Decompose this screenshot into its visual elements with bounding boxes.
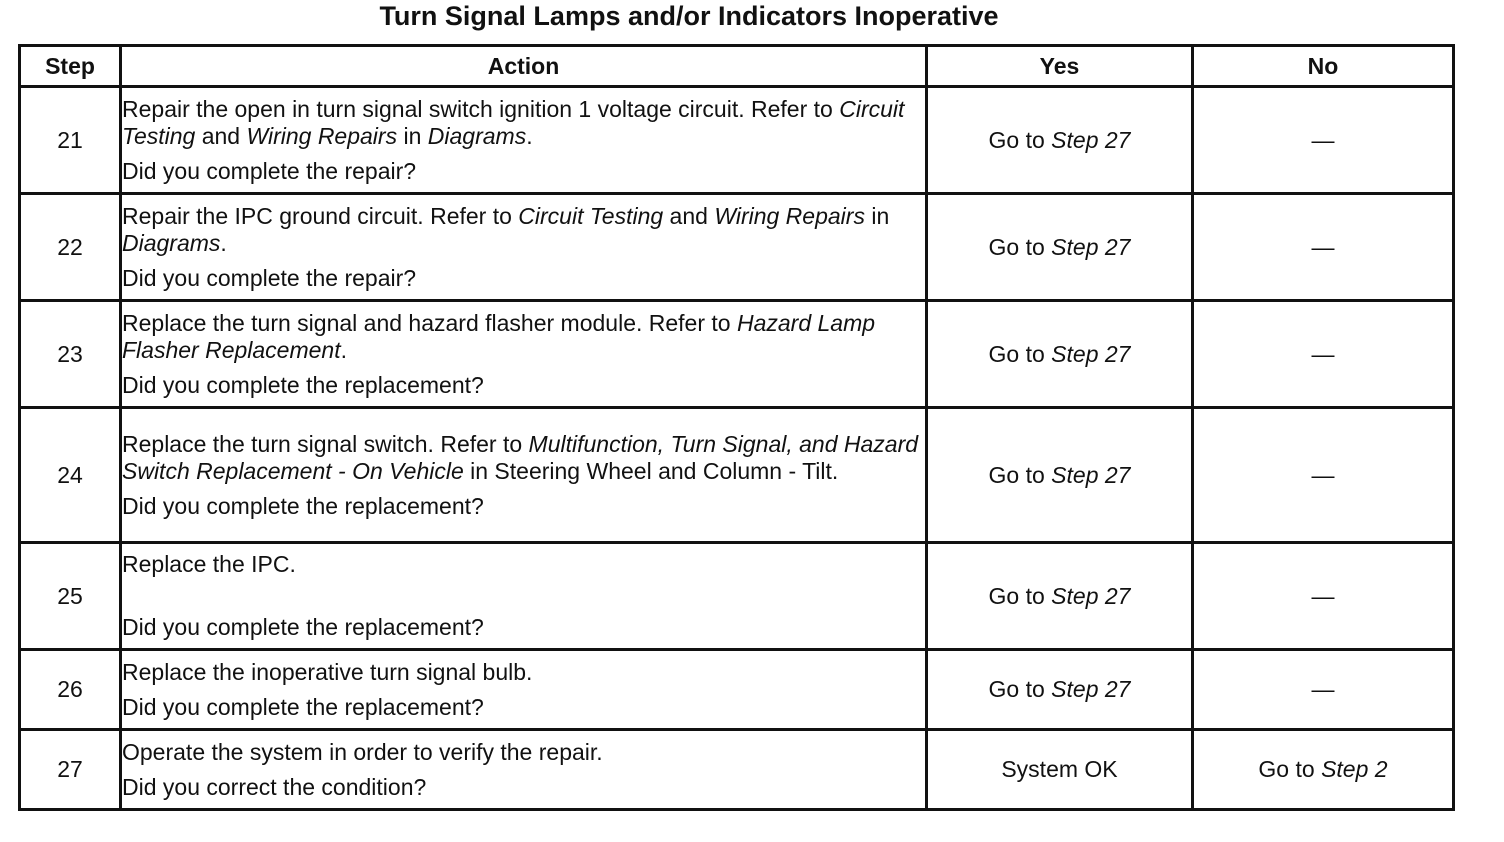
italic-reference: Step 27	[1051, 340, 1131, 367]
italic-reference: Diagrams	[427, 122, 527, 149]
italic-reference: Step 27	[1051, 461, 1131, 488]
text-segment: and	[663, 202, 715, 229]
action-question: Did you complete the repair?	[122, 157, 417, 184]
step-number: 21	[20, 87, 121, 194]
yes-result	[927, 730, 1193, 810]
action-cell	[121, 408, 927, 543]
header-step: Step	[20, 46, 121, 87]
italic-reference: Step 27	[1051, 233, 1131, 260]
step-number: 24	[20, 408, 121, 543]
action-text	[122, 431, 925, 485]
table-row	[20, 87, 1454, 194]
no-result: —	[1193, 650, 1454, 730]
text-segment: Replace the inoperative turn signal bulb.	[122, 658, 533, 685]
text-segment: .	[526, 122, 533, 149]
text-segment: Replace the turn signal and hazard flasher module. Refer to	[122, 309, 737, 336]
text-segment: and	[195, 122, 247, 149]
step-number: 26	[20, 650, 121, 730]
action-text	[122, 659, 925, 686]
italic-reference: Step 2	[1321, 756, 1388, 782]
header-yes: Yes	[927, 46, 1193, 87]
table-header-row	[20, 46, 1454, 87]
italic-reference: Diagrams	[122, 229, 221, 256]
italic-reference: Circuit Testing	[518, 202, 664, 229]
yes-result	[927, 301, 1193, 408]
text-segment: Replace the turn signal switch. Refer to	[122, 430, 529, 457]
action-question: Did you complete the replacement?	[122, 693, 484, 720]
yes-result	[927, 194, 1193, 301]
no-result: —	[1193, 543, 1454, 650]
italic-reference: Circuit Testing	[122, 95, 905, 149]
text-segment: in Steering Wheel and Column - Tilt.	[463, 457, 839, 484]
action-cell	[121, 650, 927, 730]
step-number: 25	[20, 543, 121, 650]
table-row	[20, 194, 1454, 301]
text-segment: Operate the system in order to verify the repair.	[122, 738, 603, 765]
text-segment: System OK	[1001, 756, 1118, 782]
diagnostic-table	[18, 44, 1455, 811]
text-segment: Replace the IPC.	[122, 551, 296, 577]
action-cell	[121, 87, 927, 194]
italic-reference: Wiring Repairs	[246, 122, 398, 149]
action-cell	[121, 730, 927, 810]
action-question: Did you complete the replacement?	[122, 371, 484, 398]
no-result: —	[1193, 194, 1454, 301]
text-segment: in	[397, 122, 428, 149]
action-question: Did you complete the replacement?	[122, 614, 484, 640]
text-segment: Repair the open in turn signal switch ignition 1 voltage circuit. Refer to	[122, 95, 840, 122]
italic-reference: Step 27	[1051, 676, 1131, 702]
action-cell	[121, 194, 927, 301]
step-number: 23	[20, 301, 121, 408]
text-segment: Go to	[988, 582, 1052, 609]
table-row	[20, 543, 1454, 650]
text-segment: Go to	[988, 461, 1052, 488]
action-question: Did you complete the repair?	[122, 264, 417, 291]
header-action: Action	[121, 46, 927, 87]
no-result	[1193, 730, 1454, 810]
text-segment: Go to	[988, 676, 1052, 702]
text-segment: Go to	[988, 340, 1052, 367]
header-no: No	[1193, 46, 1454, 87]
step-number: 27	[20, 730, 121, 810]
table-row	[20, 650, 1454, 730]
yes-result	[927, 408, 1193, 543]
step-number: 22	[20, 194, 121, 301]
yes-result	[927, 87, 1193, 194]
table-row	[20, 730, 1454, 810]
italic-reference: Wiring Repairs	[714, 202, 865, 229]
action-cell	[121, 543, 927, 650]
text-segment: .	[340, 336, 347, 363]
text-segment: Go to	[1258, 756, 1322, 782]
page-title: Turn Signal Lamps and/or Indicators Inoperative	[379, 1, 999, 31]
action-cell	[121, 301, 927, 408]
action-text	[122, 739, 925, 766]
italic-reference: Hazard Lamp Flasher Replacement	[122, 309, 876, 363]
no-result: —	[1193, 301, 1454, 408]
no-result: —	[1193, 87, 1454, 194]
action-text	[122, 310, 925, 364]
italic-reference: Step 27	[1051, 582, 1131, 609]
text-segment: .	[220, 229, 227, 256]
no-result: —	[1193, 408, 1454, 543]
text-segment: Go to	[988, 233, 1052, 260]
text-segment: in	[864, 202, 890, 229]
action-question: Did you complete the replacement?	[122, 492, 484, 519]
action-text	[122, 96, 925, 150]
text-segment: Go to	[988, 126, 1052, 153]
yes-result	[927, 543, 1193, 650]
italic-reference: Multifunction, Turn Signal, and Hazard Switch Replacement - On Vehicle	[122, 430, 919, 484]
action-question: Did you correct the condition?	[122, 773, 427, 800]
italic-reference: Step 27	[1051, 126, 1131, 153]
action-text	[122, 203, 925, 257]
table-row	[20, 408, 1454, 543]
yes-result	[927, 650, 1193, 730]
table-row	[20, 301, 1454, 408]
text-segment: Repair the IPC ground circuit. Refer to	[122, 202, 519, 229]
action-text	[122, 551, 925, 578]
